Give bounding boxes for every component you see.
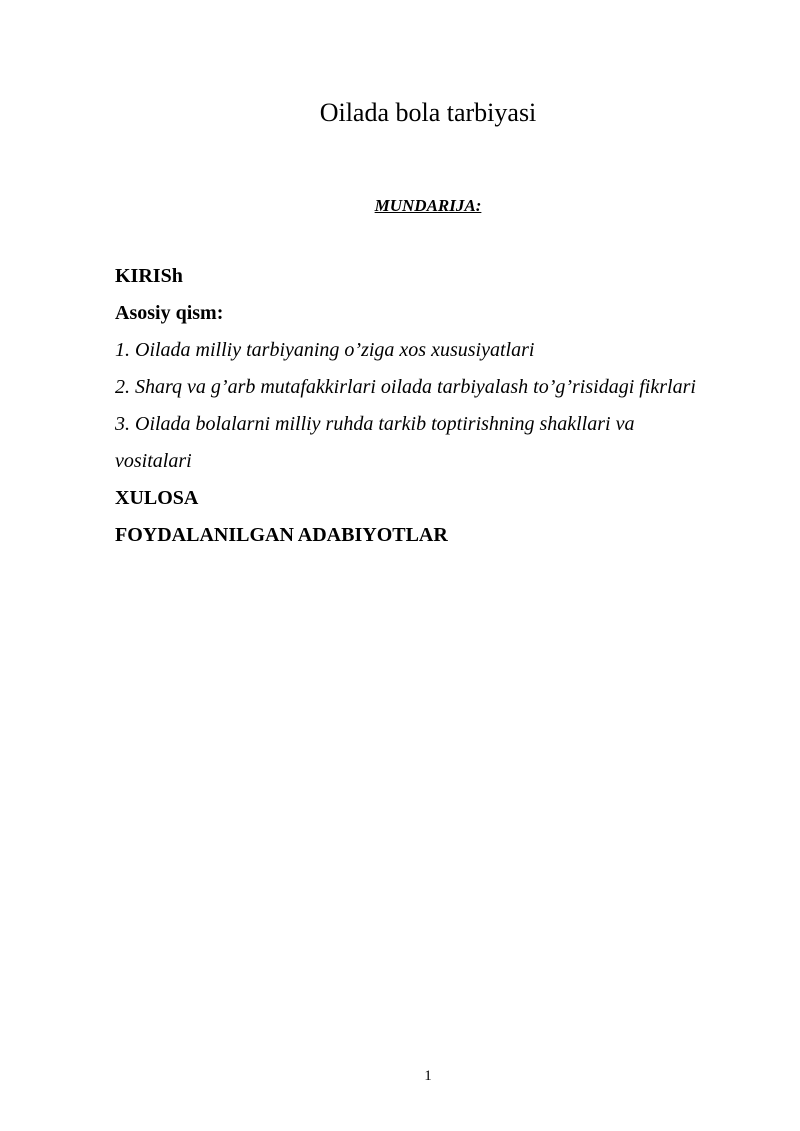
toc-item-3-line-1: 3. Oilada bolalarni milliy ruhda tarkib toptirishning shakllari va	[115, 413, 635, 435]
toc-item-main-part: Asosiy qism:	[115, 302, 224, 324]
toc-item-references: FOYDALANILGAN ADABIYOTLAR	[115, 524, 448, 546]
toc-item-3-line-2: vositalari	[115, 450, 192, 472]
table-of-contents-heading: MUNDARIJA:	[374, 196, 482, 215]
toc-item-intro: KIRISh	[115, 265, 183, 287]
page-number: 1	[424, 1068, 432, 1084]
document-title: Oilada bola tarbiyasi	[319, 98, 537, 127]
toc-item-conclusion: XULOSA	[115, 487, 199, 509]
toc-item-2: 2. Sharq va g’arb mutafakkirlari oilada tarbiyalash to’g’risidagi fikrlari	[115, 376, 696, 398]
toc-item-1: 1. Oilada milliy tarbiyaning o’ziga xos xususiyatlari	[115, 339, 535, 361]
table-of-contents	[115, 258, 775, 554]
